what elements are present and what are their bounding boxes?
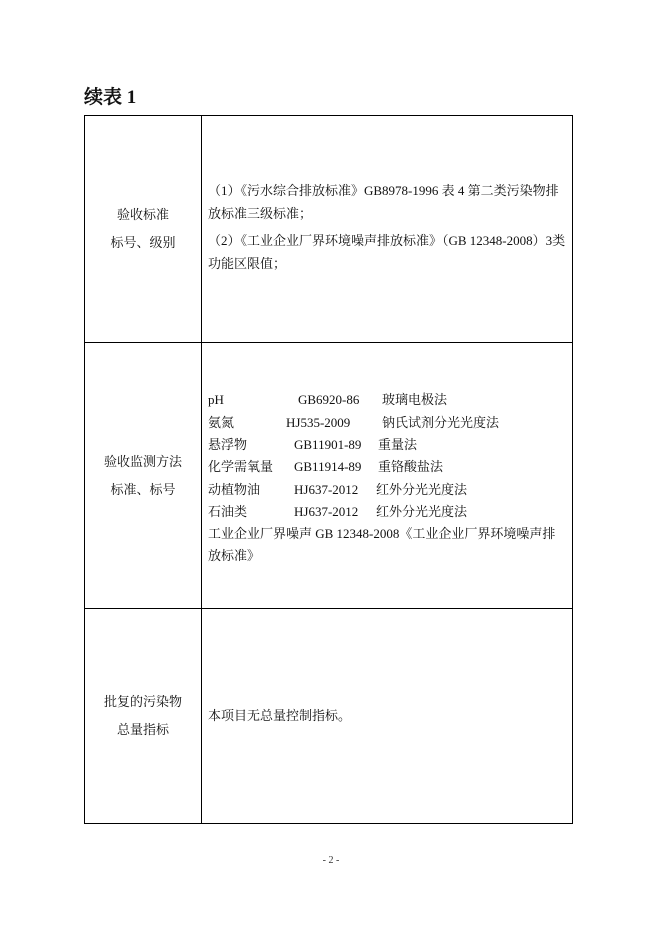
method-name: 钠氏试剂分光光度法 [382,414,500,430]
method-item: 悬浮物 [208,436,248,452]
method-row [208,479,572,501]
row-label-cell [85,116,202,343]
method-name: 重量法 [378,436,418,452]
method-standard: GB11914-89 [294,459,362,475]
method-item: 动植物油 [208,481,261,497]
row-label-line: 总量指标 [116,722,169,737]
method-row [208,501,572,523]
page-number: - 2 - [322,855,340,866]
method-standard: HJ637-2012 [294,503,359,519]
table-title: 续表 1 [84,87,137,108]
row-content-cell [202,609,573,824]
table-row-monitoring-methods [85,343,573,609]
row-content-cell [202,116,573,343]
method-standard: HJ637-2012 [294,481,359,497]
row-content-cell [202,343,573,609]
method-row [208,434,572,456]
method-standard: GB6920-86 [298,392,360,408]
row-label-cell [85,609,202,824]
method-item: 氨氮 [208,414,235,430]
standard-item: （2）《工业企业厂界环境噪声排放标准》（GB 12348-2008）3类功能区限值； [208,233,566,271]
row-label-line: 验收监测方法 [103,453,182,469]
method-item: 化学需氧量 [208,459,274,475]
method-name: 红外分光光度法 [376,481,468,497]
table-row-acceptance-standard [85,116,573,343]
noise-standard-line: 工业企业厂界噪声 GB 12348-2008《工业企业厂界环境噪声排放标准》 [208,526,556,564]
method-name: 重铬酸盐法 [378,459,444,475]
method-item: pH [208,392,224,408]
standard-item: （1）《污水综合排放标准》GB8978-1996 表 4 第二类污染物排放标准三级标准； [208,183,559,221]
total-quantity-text: 本项目无总量控制指标。 [208,708,352,723]
method-row [208,412,572,434]
row-label-line: 标号、级别 [110,235,176,250]
method-row [208,456,572,478]
row-label-cell [85,343,202,609]
method-name: 玻璃电极法 [382,392,448,408]
row-label-line: 批复的污染物 [103,694,182,709]
acceptance-table [84,115,573,824]
method-standard: GB11901-89 [294,436,362,452]
method-name: 红外分光光度法 [376,503,468,519]
method-item: 石油类 [208,503,248,519]
table-row-total-quantity [85,609,573,824]
row-label-line: 标准、标号 [110,481,176,497]
row-label-line: 验收标准 [116,207,169,222]
method-standard: HJ535-2009 [286,414,351,430]
method-row [208,389,572,411]
